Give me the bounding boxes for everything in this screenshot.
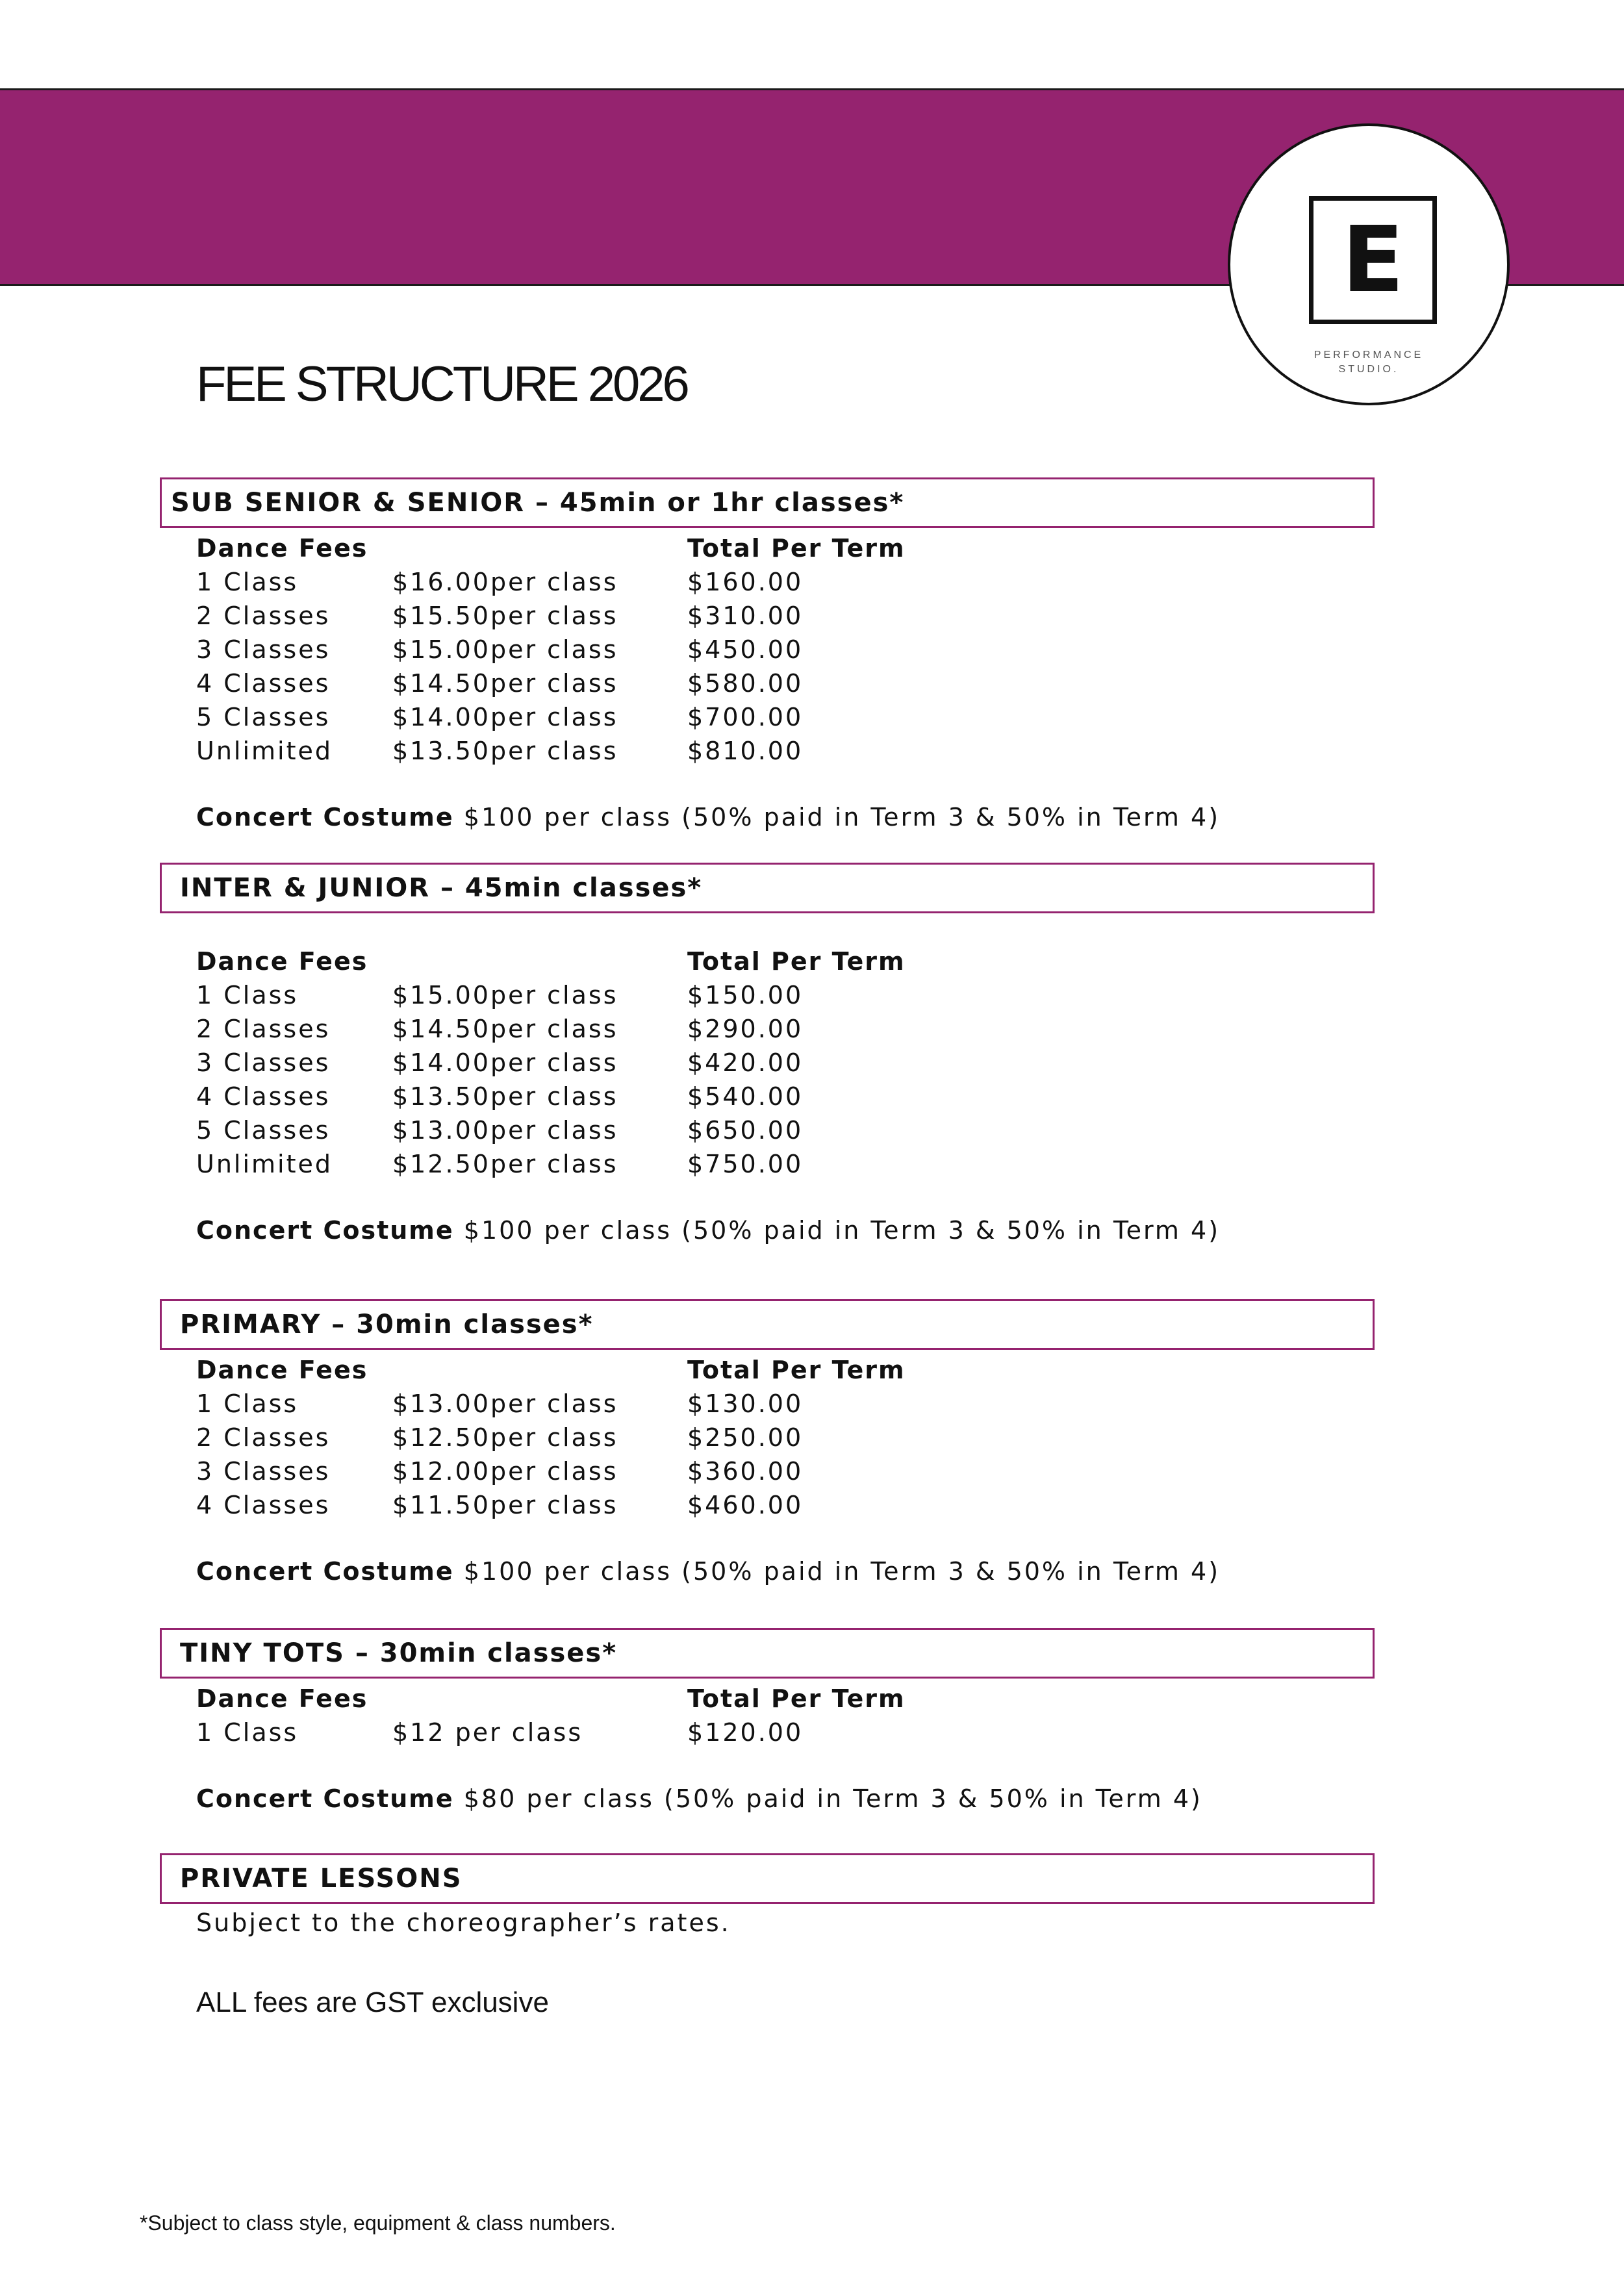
fee-row bbox=[0, 666, 1624, 700]
col-total-per-term: Total Per Term bbox=[687, 534, 906, 563]
footnote: *Subject to class style, equipment & class numbers. bbox=[140, 2211, 616, 2235]
fee-row bbox=[0, 1080, 1624, 1113]
rate: $15.00per class bbox=[392, 635, 618, 664]
rate: $15.00per class bbox=[392, 981, 618, 1009]
term-total: $580.00 bbox=[687, 669, 804, 698]
column-headers bbox=[0, 945, 1624, 978]
section-heading-senior: SUB SENIOR & SENIOR – 45min or 1hr classes* bbox=[160, 477, 1375, 528]
fee-row bbox=[0, 565, 1624, 599]
fee-row bbox=[0, 978, 1624, 1012]
fee-row bbox=[0, 700, 1624, 734]
class-count: 3 Classes bbox=[196, 635, 331, 664]
rate: $11.50per class bbox=[392, 1491, 618, 1519]
col-total-per-term: Total Per Term bbox=[687, 947, 906, 976]
costume-text: $100 per class (50% paid in Term 3 & 50% in Term 4) bbox=[463, 803, 1221, 831]
column-headers bbox=[0, 531, 1624, 565]
concert-costume-note bbox=[196, 1554, 1220, 1588]
term-total: $750.00 bbox=[687, 1150, 804, 1178]
term-total: $460.00 bbox=[687, 1491, 804, 1519]
class-count: 2 Classes bbox=[196, 1423, 331, 1452]
fee-row bbox=[0, 1387, 1624, 1421]
rate: $14.00per class bbox=[392, 1048, 618, 1077]
fee-row bbox=[0, 1113, 1624, 1147]
fee-row bbox=[0, 1454, 1624, 1488]
term-total: $650.00 bbox=[687, 1116, 804, 1145]
term-total: $130.00 bbox=[687, 1389, 804, 1418]
fee-row bbox=[0, 1046, 1624, 1080]
rate: $13.00per class bbox=[392, 1389, 618, 1418]
section-heading-inter-junior: INTER & JUNIOR – 45min classes* bbox=[160, 863, 1375, 913]
rate: $14.50per class bbox=[392, 1015, 618, 1043]
term-total: $540.00 bbox=[687, 1082, 804, 1111]
studio-logo bbox=[1228, 123, 1510, 405]
term-total: $450.00 bbox=[687, 635, 804, 664]
rate: $12.50per class bbox=[392, 1423, 618, 1452]
class-count: 2 Classes bbox=[196, 1015, 331, 1043]
term-total: $120.00 bbox=[687, 1718, 804, 1747]
term-total: $310.00 bbox=[687, 602, 804, 630]
costume-label: Concert Costume bbox=[196, 1557, 454, 1586]
costume-text: $100 per class (50% paid in Term 3 & 50% in Term 4) bbox=[463, 1216, 1221, 1245]
section-heading-tiny-tots: TINY TOTS – 30min classes* bbox=[160, 1628, 1375, 1679]
rate: $14.00per class bbox=[392, 703, 618, 731]
class-count: 4 Classes bbox=[196, 1491, 331, 1519]
costume-label: Concert Costume bbox=[196, 803, 454, 831]
column-headers bbox=[0, 1682, 1624, 1716]
concert-costume-note bbox=[196, 1213, 1220, 1247]
concert-costume-note bbox=[196, 1782, 1202, 1816]
logo-line-2: STUDIO. bbox=[1338, 364, 1399, 375]
rate: $12.00per class bbox=[392, 1457, 618, 1486]
section-heading-private-lessons: PRIVATE LESSONS bbox=[160, 1853, 1375, 1904]
logo-letter: E bbox=[1341, 207, 1404, 313]
gst-note: ALL fees are GST exclusive bbox=[196, 1986, 549, 2018]
costume-text: $80 per class (50% paid in Term 3 & 50% in Term 4) bbox=[463, 1784, 1202, 1813]
fee-row bbox=[0, 734, 1624, 768]
class-count: 4 Classes bbox=[196, 669, 331, 698]
class-count: 2 Classes bbox=[196, 602, 331, 630]
rate: $13.50per class bbox=[392, 1082, 618, 1111]
fee-row bbox=[0, 1147, 1624, 1181]
private-lessons-text: Subject to the choreographer’s rates. bbox=[196, 1908, 731, 1937]
rate: $12 per class bbox=[392, 1718, 583, 1747]
class-count: 1 Class bbox=[196, 1718, 299, 1747]
col-dance-fees: Dance Fees bbox=[196, 1684, 368, 1713]
col-dance-fees: Dance Fees bbox=[196, 534, 368, 563]
fee-row bbox=[0, 1421, 1624, 1454]
class-count: 5 Classes bbox=[196, 1116, 331, 1145]
fee-row bbox=[0, 1488, 1624, 1522]
rate: $14.50per class bbox=[392, 669, 618, 698]
col-total-per-term: Total Per Term bbox=[687, 1684, 906, 1713]
fee-row bbox=[0, 1012, 1624, 1046]
class-count: 3 Classes bbox=[196, 1457, 331, 1486]
term-total: $810.00 bbox=[687, 737, 804, 765]
column-headers bbox=[0, 1353, 1624, 1387]
concert-costume-note bbox=[196, 800, 1220, 834]
class-count: 1 Class bbox=[196, 1389, 299, 1418]
col-dance-fees: Dance Fees bbox=[196, 947, 368, 976]
col-dance-fees: Dance Fees bbox=[196, 1356, 368, 1384]
fee-row bbox=[0, 633, 1624, 666]
page-title: FEE STRUCTURE 2026 bbox=[196, 357, 687, 412]
class-count: 1 Class bbox=[196, 981, 299, 1009]
term-total: $290.00 bbox=[687, 1015, 804, 1043]
logo-wordmark bbox=[1230, 348, 1507, 377]
rate: $13.00per class bbox=[392, 1116, 618, 1145]
costume-label: Concert Costume bbox=[196, 1784, 454, 1813]
section-heading-primary: PRIMARY – 30min classes* bbox=[160, 1299, 1375, 1350]
term-total: $160.00 bbox=[687, 568, 804, 596]
term-total: $420.00 bbox=[687, 1048, 804, 1077]
term-total: $250.00 bbox=[687, 1423, 804, 1452]
logo-mark bbox=[1309, 196, 1437, 324]
class-count: 1 Class bbox=[196, 568, 299, 596]
class-count: 5 Classes bbox=[196, 703, 331, 731]
term-total: $360.00 bbox=[687, 1457, 804, 1486]
class-count: 3 Classes bbox=[196, 1048, 331, 1077]
fee-row bbox=[0, 599, 1624, 633]
rate: $16.00per class bbox=[392, 568, 618, 596]
class-count: Unlimited bbox=[196, 1150, 333, 1178]
rate: $15.50per class bbox=[392, 602, 618, 630]
class-count: Unlimited bbox=[196, 737, 333, 765]
term-total: $700.00 bbox=[687, 703, 804, 731]
col-total-per-term: Total Per Term bbox=[687, 1356, 906, 1384]
rate: $13.50per class bbox=[392, 737, 618, 765]
fee-row bbox=[0, 1716, 1624, 1749]
class-count: 4 Classes bbox=[196, 1082, 331, 1111]
term-total: $150.00 bbox=[687, 981, 804, 1009]
costume-label: Concert Costume bbox=[196, 1216, 454, 1245]
rate: $12.50per class bbox=[392, 1150, 618, 1178]
costume-text: $100 per class (50% paid in Term 3 & 50% in Term 4) bbox=[463, 1557, 1221, 1586]
logo-line-1: PERFORMANCE bbox=[1313, 349, 1424, 361]
